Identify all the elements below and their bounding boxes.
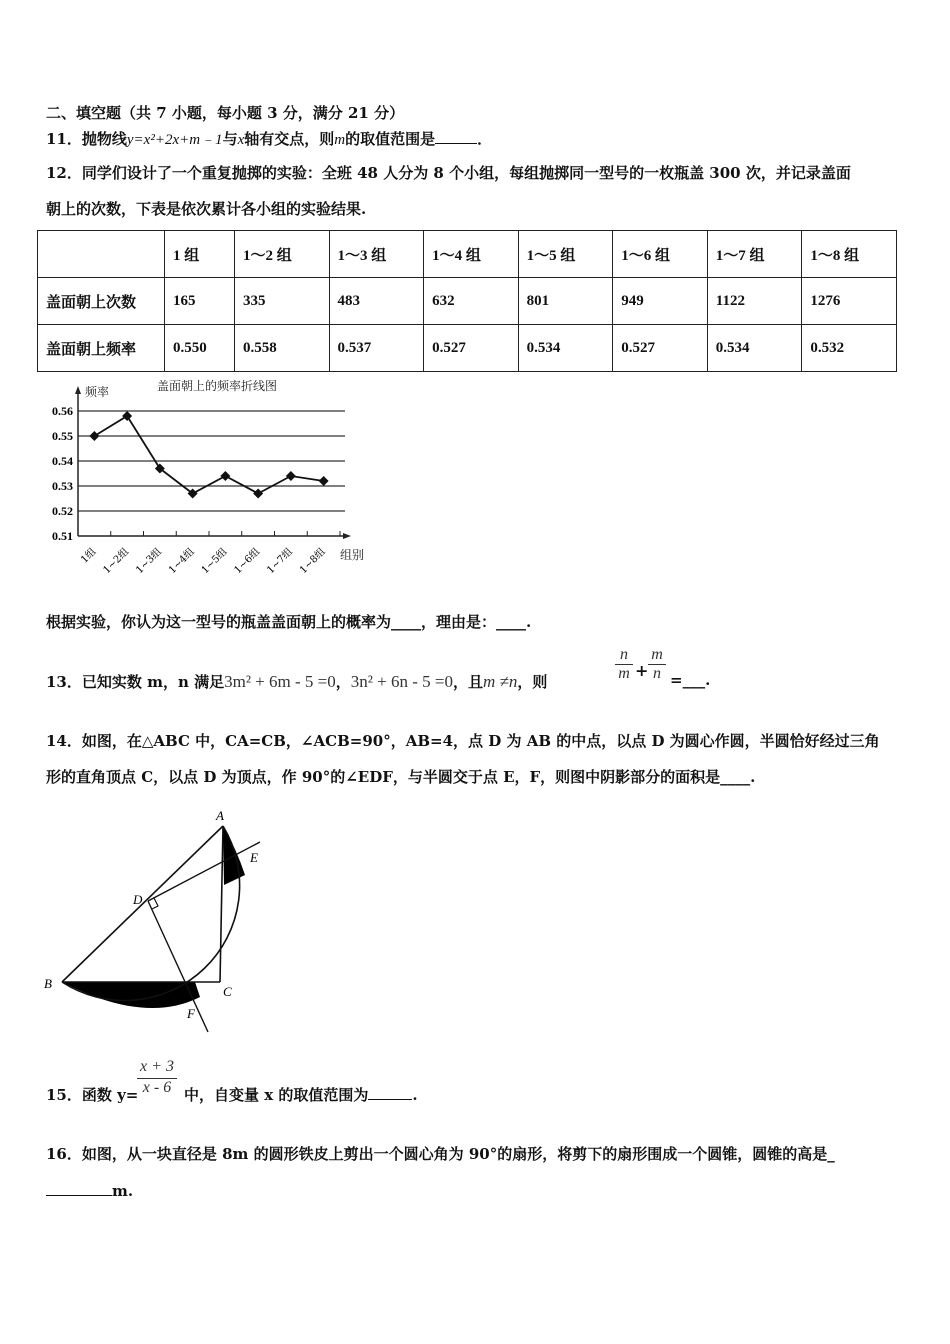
fraction-denominator: m <box>615 664 633 683</box>
q13-eq1: 3m² + 6m - 5 =0 <box>224 672 336 691</box>
q13-plus: + <box>635 661 649 680</box>
table-cell: 0.550 <box>165 325 235 372</box>
table-cell: 801 <box>518 278 613 325</box>
table-cell: 1～6 组 <box>613 231 708 278</box>
chart-x-ticks <box>78 531 340 576</box>
q15-suffix: 中，自变量 x 的取值范围为 <box>184 1086 369 1104</box>
q13-eq2: 3n² + 6n - 5 =0 <box>350 672 453 691</box>
table-cell: 949 <box>613 278 708 325</box>
chart-x-axis-label: 组别 <box>340 548 365 562</box>
fraction-numerator: x + 3 <box>140 1058 174 1075</box>
shaded-region-bottom <box>62 982 200 1008</box>
svg-text:1~7组: 1~7组 <box>265 546 295 577</box>
q14-line2: 形的直角顶点 C，以点 D 为顶点，作 90°的∠EDF，与半圆交于点 E，F，则图中阴影部分的面积是____. <box>46 768 756 786</box>
table-cell: 1 组 <box>165 231 235 278</box>
results-table <box>37 230 897 372</box>
question-13 <box>46 671 547 692</box>
q11-mid: 与 <box>222 130 238 148</box>
q15-prefix: 15．函数 y= <box>46 1086 139 1104</box>
right-angle-marker <box>152 898 158 909</box>
q13-fraction-m-over-n <box>648 646 666 683</box>
q11-var-m: m <box>334 132 346 148</box>
chart-axes <box>75 386 351 539</box>
table-cell: 0.534 <box>707 325 802 372</box>
table-cell: 0.537 <box>329 325 424 372</box>
table-cell: 0.534 <box>518 325 613 372</box>
svg-text:0.53: 0.53 <box>52 479 73 493</box>
q11-suffix2: 的取值范围是 <box>345 130 436 148</box>
svg-text:0.56: 0.56 <box>52 404 73 418</box>
svg-text:0.55: 0.55 <box>52 429 73 443</box>
semicircle-arc <box>62 826 240 1001</box>
table-row <box>38 278 897 325</box>
q11-prefix: 抛物线 <box>81 130 127 148</box>
q15-suffix-line <box>184 1084 418 1105</box>
q12-line1: 12．同学们设计了一个重复抛掷的实验：全班 48 人分为 8 个小组，每组抛掷同一型号的一枚瓶盖 300 次，并记录盖面 <box>46 164 851 182</box>
svg-text:1~4组: 1~4组 <box>166 546 197 577</box>
q16-line1: 16．如图，从一块直径是 8m 的圆形铁皮上剪出一个圆心角为 90°的扇形，将剪下的扇形围成一个圆锥，圆锥的高是_ <box>46 1145 835 1163</box>
label-d: D <box>133 892 143 907</box>
svg-text:1组: 1组 <box>79 546 99 566</box>
fraction-numerator: n <box>620 646 628 663</box>
q12-question: 根据实验，你认为这一型号的瓶盖盖面朝上的概率为____，理由是：____. <box>46 613 532 631</box>
label-a: A <box>216 808 224 823</box>
q13-end: =___. <box>670 671 711 689</box>
answer-blank[interactable] <box>368 1085 412 1100</box>
svg-text:0.54: 0.54 <box>52 454 73 468</box>
table-cell: 1～8 组 <box>802 231 897 278</box>
chart-series-line <box>94 416 323 494</box>
table-cell <box>38 231 165 278</box>
table-cell: 1～4 组 <box>424 231 519 278</box>
chart-gridlines <box>78 411 345 511</box>
answer-blank[interactable] <box>46 1181 112 1196</box>
label-c: C <box>223 984 232 999</box>
chart-title: 盖面朝上的频率折线图 <box>156 379 278 393</box>
svg-text:1~2组: 1~2组 <box>101 546 132 577</box>
frequency-line-chart <box>35 376 375 586</box>
question-11 <box>46 128 492 149</box>
svg-text:0.52: 0.52 <box>52 504 73 518</box>
fraction-denominator: n <box>648 664 666 683</box>
q15-fraction <box>137 1058 177 1097</box>
svg-text:1~8组: 1~8组 <box>297 546 328 577</box>
table-row <box>38 325 897 372</box>
q13-fraction-n-over-m <box>615 646 633 683</box>
fraction-numerator: m <box>651 646 663 663</box>
q11-number: 11． <box>46 130 82 148</box>
q13-condition: m ≠n <box>482 672 518 691</box>
label-f: F <box>187 1006 195 1021</box>
table-cell: 1～5 组 <box>518 231 613 278</box>
table-cell: 0.527 <box>424 325 519 372</box>
svg-text:1~3组: 1~3组 <box>134 546 164 577</box>
chart-y-axis-label: 频率 <box>85 385 110 399</box>
svg-text:0.51: 0.51 <box>52 529 73 543</box>
q14-line1: 14．如图，在△ABC 中，CA=CB，∠ACB=90°，AB=4，点 D 为 AB 的中点，以点 D 为圆心作圆，半圆恰好经过三角 <box>46 732 880 750</box>
table-cell: 335 <box>234 278 329 325</box>
svg-text:1~5组: 1~5组 <box>199 546 230 577</box>
question-15 <box>46 1084 138 1105</box>
q16-suffix: m. <box>112 1182 134 1200</box>
geometry-figure-triangle-semicircle <box>40 800 280 1040</box>
q13-then: ，则 <box>517 673 548 691</box>
table-cell: 盖面朝上次数 <box>38 278 165 325</box>
q13-sep: ， <box>335 673 351 691</box>
answer-blank[interactable] <box>435 129 477 144</box>
table-cell: 0.558 <box>234 325 329 372</box>
q12-line2: 朝上的次数，下表是依次累计各小组的实验结果. <box>46 200 367 218</box>
table-header-row <box>38 231 897 278</box>
q13-cond-prefix: ，且 <box>452 673 483 691</box>
q11-suffix1: 轴有交点，则 <box>244 130 335 148</box>
q11-end: ． <box>477 130 493 148</box>
q16-line2 <box>46 1181 133 1200</box>
table-cell: 1～2 组 <box>234 231 329 278</box>
table-cell: 1122 <box>707 278 802 325</box>
table-cell: 1～3 组 <box>329 231 424 278</box>
q11-formula: y=x²+2x+m﹣1 <box>126 132 223 148</box>
section-title: 二、填空题（共 7 小题，每小题 3 分，满分 21 分） <box>46 104 405 122</box>
label-e: E <box>250 850 258 865</box>
chart-y-ticks <box>52 404 73 543</box>
label-b: B <box>44 976 52 991</box>
q15-end: . <box>412 1086 418 1104</box>
fraction-denominator: x - 6 <box>137 1078 177 1097</box>
svg-text:1~6组: 1~6组 <box>232 546 263 577</box>
table-cell: 632 <box>424 278 519 325</box>
table-cell: 1276 <box>802 278 897 325</box>
table-cell: 483 <box>329 278 424 325</box>
table-cell: 0.527 <box>613 325 708 372</box>
table-cell: 1～7 组 <box>707 231 802 278</box>
table-cell: 0.532 <box>802 325 897 372</box>
q13-prefix: 13．已知实数 m，n 满足 <box>46 673 225 691</box>
table-cell: 165 <box>165 278 235 325</box>
table-cell: 盖面朝上频率 <box>38 325 165 372</box>
q11-var-x: x <box>237 132 245 148</box>
